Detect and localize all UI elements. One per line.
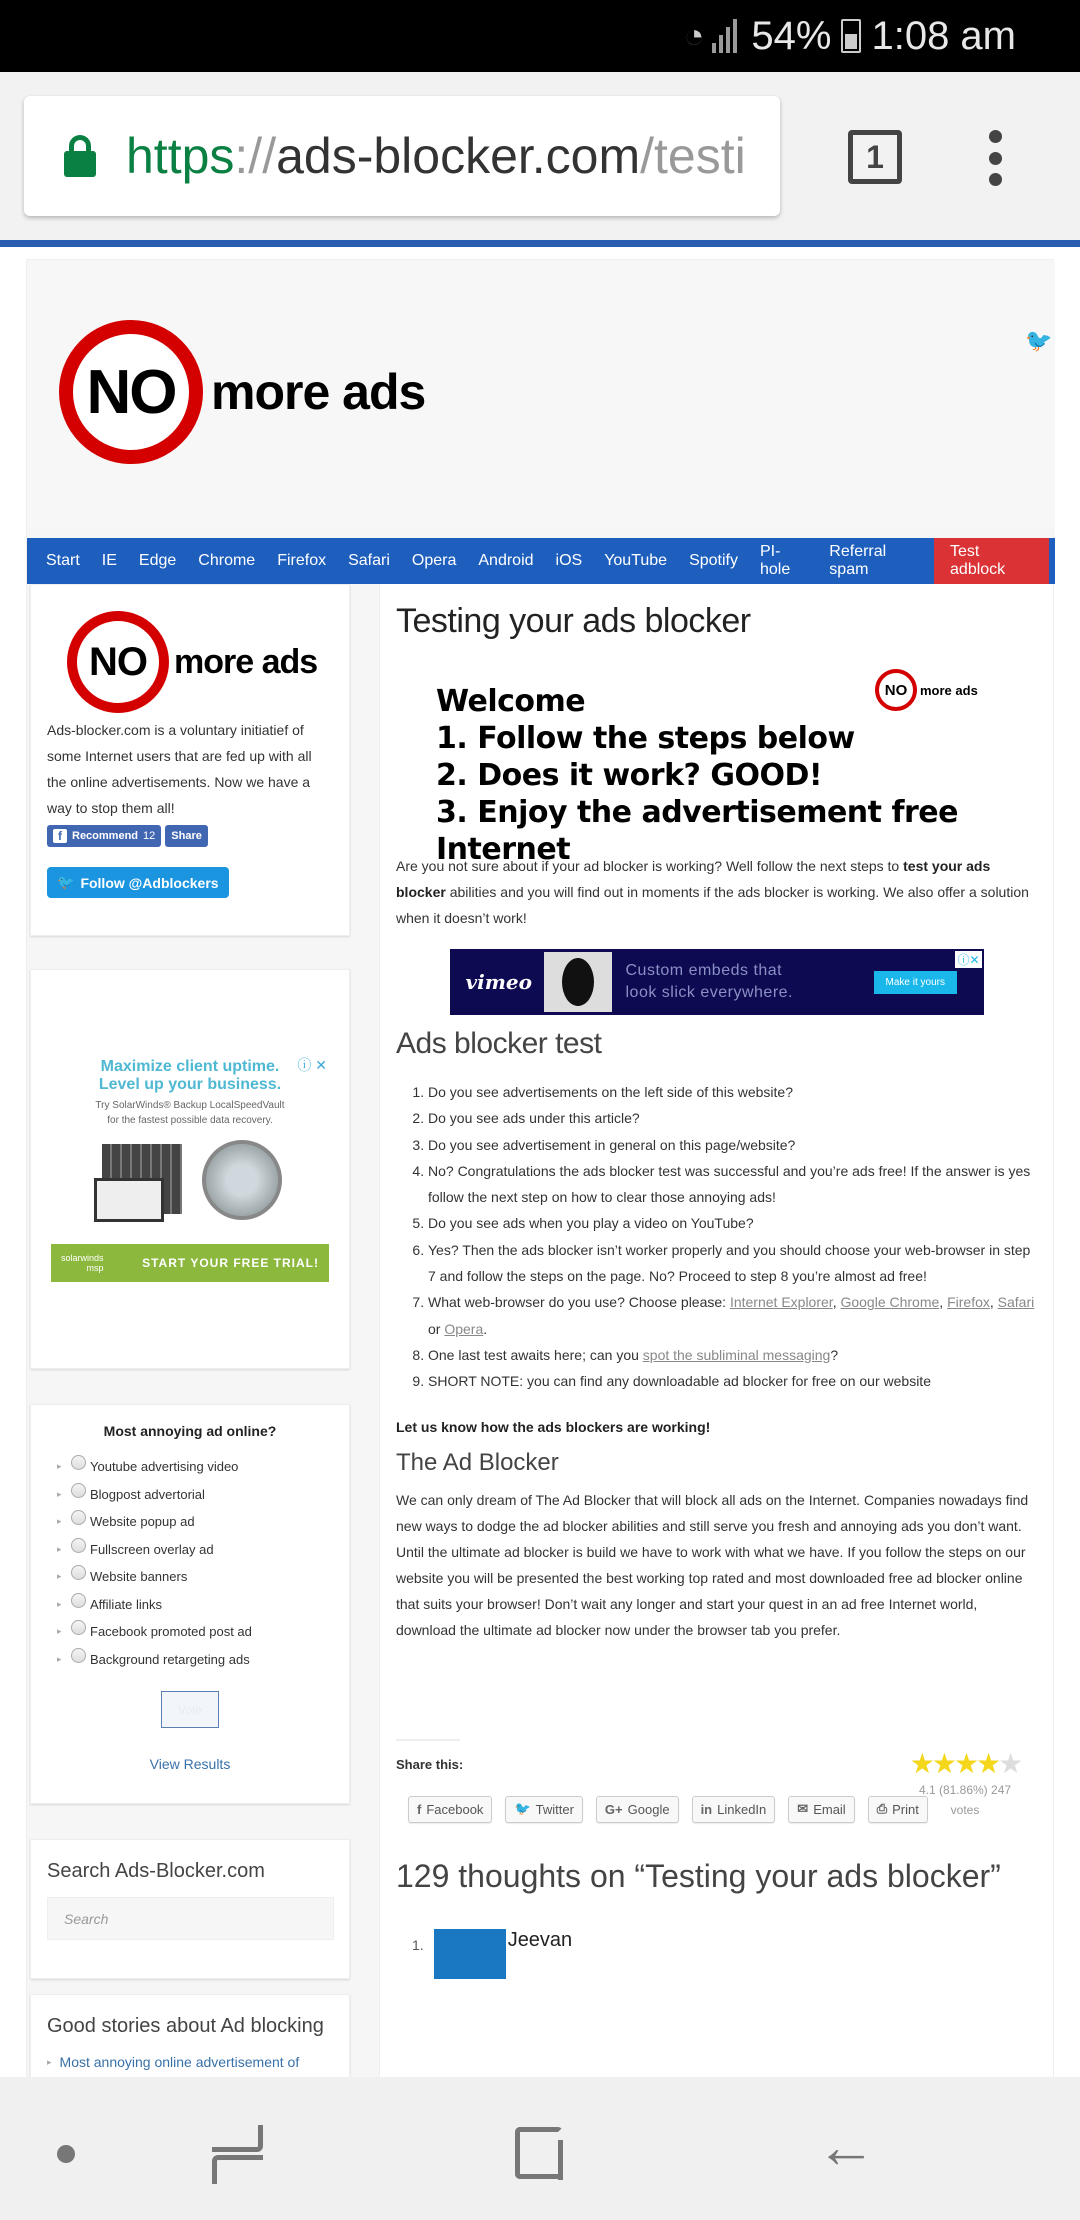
logo-text: more ads bbox=[174, 642, 318, 681]
ad-brand: solarwinds msp bbox=[61, 1253, 104, 1273]
sidebar-ad[interactable] bbox=[30, 969, 350, 1369]
nav-android[interactable]: Android bbox=[478, 552, 534, 569]
share-label: Share this: bbox=[396, 1756, 464, 1772]
link-opera[interactable]: Opera bbox=[444, 1320, 484, 1337]
back-button[interactable]: ← bbox=[816, 2113, 876, 2180]
facebook-share-button[interactable]: Share bbox=[165, 825, 208, 847]
welcome-text: Welcome 1. Follow the steps below 2. Does it work? GOOD! 3. Enjoy the advertisement free Internet bbox=[436, 684, 958, 867]
poll-option[interactable]: ▸ Fullscreen overlay ad bbox=[51, 1536, 329, 1564]
rating-summary: 4.1 (81.86%) 247 votes bbox=[918, 1783, 1012, 1817]
battery-percent: 54% bbox=[751, 13, 832, 58]
signal-icon bbox=[712, 19, 737, 53]
poll-option[interactable]: ▸ Website banners bbox=[51, 1563, 329, 1591]
wifi-icon: ◔ bbox=[683, 16, 705, 55]
welcome-image bbox=[396, 657, 1037, 867]
story-link[interactable]: ▸ Most annoying online advertisement of bbox=[47, 2054, 300, 2070]
step-item: 7. What web-browser do you use? Choose please: Internet Explorer, Google Chrome, Firefox, Safari or Opera. bbox=[428, 1289, 1037, 1342]
test-heading: Ads blocker test bbox=[396, 1027, 602, 1060]
site-logo[interactable] bbox=[59, 320, 425, 464]
twitter-bird-icon: 🐦 bbox=[57, 874, 75, 890]
vote-button[interactable]: Vote bbox=[161, 1691, 219, 1728]
share-facebook-button[interactable]: f Facebook bbox=[408, 1796, 492, 1823]
make-it-yours-button[interactable]: Make it yours bbox=[874, 971, 957, 994]
search-widget bbox=[30, 1839, 350, 1979]
poll-option[interactable]: ▸ Affiliate links bbox=[51, 1591, 329, 1619]
stories-list bbox=[47, 2054, 333, 2070]
ad-blocker-paragraph: We can only dream of The Ad Blocker that will block all ads on the Internet. Companies nowadays find new ways to dodge the ad blocker abilities and still serve you fresh and annoying ads you don’t want. Until the ultimate ad blocker is build we have to work with what we have. If you follow the steps on our website you will be presented the best working top rated and most downloaded free ad blocker online that suits your browser! Don’t wait any longer and start your quest in an ad free Internet world, download the ultimate ad blocker now under the browser tab you prefer. bbox=[396, 1491, 1029, 1638]
site-header bbox=[27, 260, 1055, 530]
nav-firefox[interactable]: Firefox bbox=[277, 552, 327, 569]
vimeo-ad[interactable] bbox=[450, 949, 984, 1015]
step-item: 9. SHORT NOTE: you can find any downloadable ad blocker for free on our website bbox=[428, 1368, 1037, 1394]
facebook-icon: f bbox=[417, 1801, 422, 1817]
step-item: 5. Do you see ads when you play a video on YouTube? bbox=[428, 1210, 1037, 1236]
comment-item bbox=[412, 1929, 1037, 1979]
page-title: Testing your ads blocker bbox=[396, 602, 751, 640]
poll-option[interactable]: ▸ Youtube advertising video bbox=[51, 1453, 329, 1481]
battery-icon bbox=[841, 19, 861, 53]
facebook-buttons bbox=[47, 825, 333, 847]
radio-button[interactable] bbox=[71, 1483, 86, 1498]
sidebar-logo bbox=[67, 611, 333, 713]
web-page bbox=[0, 247, 1080, 2077]
ad-text: Custom embeds that look slick everywhere. bbox=[625, 962, 793, 1001]
ad-sub-2: for the fastest possible data recovery. bbox=[107, 1115, 273, 1126]
logo-no-circle: NO bbox=[59, 320, 203, 464]
nav-referral-spam[interactable]: Referral spam bbox=[829, 543, 887, 578]
poll-option[interactable]: ▸ Website popup ad bbox=[51, 1508, 329, 1536]
print-icon: ⎙ bbox=[876, 1801, 888, 1817]
intro-paragraph: Are you not sure about if your ad blocker is working? Well follow the next steps to test your ads blocker abilities and you will find out in moments if the ads blocker is working. We also offer a solution when it doesn’t work! bbox=[396, 858, 1029, 926]
ad-cta-label: START YOUR FREE TRIAL! bbox=[142, 1256, 319, 1270]
google-plus-icon: G+ bbox=[604, 1801, 623, 1817]
stories-widget bbox=[30, 1994, 350, 2077]
ad-blocker-heading: The Ad Blocker bbox=[396, 1448, 559, 1476]
comments-title: 129 thoughts on “Testing your ads blocker” bbox=[396, 1857, 1001, 1894]
nav-dot-icon[interactable] bbox=[57, 2145, 75, 2163]
arrow-icon: ▸ bbox=[57, 1488, 62, 1499]
overflow-menu-button[interactable] bbox=[980, 130, 1010, 186]
nav-spotify[interactable]: Spotify bbox=[689, 552, 738, 569]
link-google-chrome[interactable]: Google Chrome bbox=[840, 1294, 940, 1311]
poll-option[interactable]: ▸ Background retargeting ads bbox=[51, 1646, 329, 1674]
ad-image bbox=[90, 1138, 290, 1228]
share-print-button[interactable]: ⎙ Print bbox=[868, 1796, 928, 1823]
radio-button[interactable] bbox=[71, 1455, 86, 1470]
radio-button[interactable] bbox=[71, 1538, 86, 1553]
recents-button[interactable] bbox=[212, 2125, 260, 2183]
about-widget bbox=[30, 584, 350, 936]
link-safari[interactable]: Safari bbox=[997, 1294, 1035, 1311]
arrow-icon: ▸ bbox=[57, 1571, 62, 1582]
ad-headline-2: Level up your business. bbox=[98, 1076, 282, 1093]
recommend-label: Recommend bbox=[72, 830, 139, 842]
nav-chrome[interactable]: Chrome bbox=[198, 552, 256, 569]
link-subliminal[interactable]: spot the subliminal messaging bbox=[642, 1346, 831, 1363]
twitter-follow-button[interactable] bbox=[47, 867, 229, 898]
radio-button[interactable] bbox=[71, 1593, 86, 1608]
follow-label: Follow @Adblockers bbox=[80, 874, 219, 891]
ad-headline-1: Maximize client uptime. bbox=[100, 1058, 280, 1075]
url-separator: :// bbox=[234, 128, 277, 184]
recommend-count: 12 bbox=[143, 830, 156, 842]
article bbox=[379, 584, 1053, 2077]
step-item: 4. No? Congratulations the ads blocker test was successful and you’re ads free! If the answer is yes follow the next step on how to clear those annoying ads! bbox=[428, 1158, 1037, 1211]
poll-widget bbox=[30, 1404, 350, 1804]
step-item: 8. One last test awaits here; can you spot the subliminal messaging? bbox=[428, 1342, 1037, 1368]
arrow-icon: ▸ bbox=[47, 2056, 52, 2067]
comment-author[interactable]: Jeevan bbox=[507, 1928, 573, 1951]
step-item: 1. Do you see advertisements on the left side of this website? bbox=[428, 1079, 1037, 1105]
email-icon: ✉ bbox=[797, 1801, 809, 1817]
share-twitter-button[interactable]: 🐦 Twitter bbox=[505, 1796, 582, 1823]
nav-safari[interactable]: Safari bbox=[348, 552, 390, 569]
radio-button[interactable] bbox=[71, 1620, 86, 1635]
home-button[interactable] bbox=[515, 2127, 563, 2179]
share-linkedin-button[interactable]: in LinkedIn bbox=[692, 1796, 776, 1823]
main-nav bbox=[27, 538, 1055, 584]
poll-option[interactable]: ▸ Facebook promoted post ad bbox=[51, 1618, 329, 1646]
stars-icon[interactable]: ★★★★★ bbox=[909, 1748, 1021, 1779]
nav-test-adblock[interactable]: Test adblock bbox=[934, 538, 1049, 584]
link-internet-explorer[interactable]: Internet Explorer bbox=[729, 1294, 833, 1311]
link-firefox[interactable]: Firefox bbox=[947, 1294, 990, 1311]
browser-toolbar bbox=[0, 72, 1080, 240]
linkedin-icon: in bbox=[700, 1801, 713, 1817]
divider bbox=[396, 1739, 460, 1741]
view-results-link[interactable]: View Results bbox=[149, 1756, 231, 1772]
vimeo-logo: vimeo bbox=[465, 970, 532, 994]
ad-cta-button[interactable] bbox=[51, 1244, 329, 1282]
poll-title: Most annoying ad online? bbox=[103, 1423, 277, 1439]
tab-switcher-button[interactable]: 1 bbox=[848, 130, 902, 184]
radio-button[interactable] bbox=[71, 1565, 86, 1580]
ad-close-icon[interactable]: ⓘ✕ bbox=[957, 953, 980, 967]
let-us-know: Let us know how the ads blockers are working! bbox=[396, 1418, 711, 1435]
nav-ie[interactable]: IE bbox=[101, 552, 117, 569]
twitter-icon: 🐦 bbox=[514, 1801, 531, 1817]
search-widget-title: Search Ads-Blocker.com bbox=[47, 1860, 265, 1882]
about-text: Ads-blocker.com is a voluntary initiatief of some Internet users that are fed up with all the online advertisements. Now we have a way to stop them all! bbox=[47, 722, 312, 816]
arrow-icon: ▸ bbox=[57, 1461, 62, 1472]
arrow-icon: ▸ bbox=[57, 1653, 62, 1664]
twitter-icon[interactable]: 🐦 bbox=[1025, 328, 1053, 353]
step-item: 2. Do you see ads under this article? bbox=[428, 1105, 1037, 1131]
welcome-logo: NO more ads bbox=[875, 669, 978, 711]
step-item: 3. Do you see advertisement in general on this page/website? bbox=[428, 1132, 1037, 1158]
ad-image bbox=[544, 952, 612, 1012]
nav-ios[interactable]: iOS bbox=[555, 552, 583, 569]
solarwinds-ad[interactable] bbox=[51, 1058, 329, 1282]
nav-pihole[interactable]: PI-hole bbox=[760, 543, 791, 578]
radio-button[interactable] bbox=[71, 1510, 86, 1525]
clock: 1:08 am bbox=[871, 13, 1016, 58]
steps-list bbox=[396, 1079, 1037, 1395]
star-rating[interactable] bbox=[895, 1747, 1035, 1820]
step-item: 6. Yes? Then the ads blocker isn’t worker properly and you should choose your web-browser in step 7 and follow the steps on the page. No? Proceed to step 8 you’re almost ad free! bbox=[428, 1237, 1037, 1290]
radio-button[interactable] bbox=[71, 1648, 86, 1663]
url-scheme: https bbox=[126, 128, 235, 184]
ad-sub-1: Try SolarWinds® Backup LocalSpeedVault bbox=[95, 1100, 285, 1111]
arrow-icon: ▸ bbox=[57, 1626, 62, 1637]
comment-number: 1. bbox=[412, 1936, 424, 1953]
arrow-icon: ▸ bbox=[57, 1543, 62, 1554]
stories-widget-title: Good stories about Ad blocking bbox=[47, 2015, 324, 2037]
arrow-icon: ▸ bbox=[57, 1598, 62, 1609]
facebook-icon: f bbox=[53, 829, 67, 843]
arrow-icon: ▸ bbox=[57, 1516, 62, 1527]
nav-youtube[interactable]: YouTube bbox=[604, 552, 668, 569]
search-input[interactable]: Search bbox=[47, 1897, 334, 1940]
logo-text: more ads bbox=[211, 364, 426, 420]
url-path: /testi bbox=[640, 128, 746, 184]
share-google-button[interactable]: G+ Google bbox=[596, 1796, 679, 1823]
nav-edge[interactable]: Edge bbox=[138, 552, 177, 569]
url-host: ads-blocker.com bbox=[276, 128, 641, 184]
logo-no-circle: NO bbox=[67, 611, 169, 713]
avatar bbox=[434, 1929, 506, 1979]
page-load-bar bbox=[0, 240, 1080, 247]
facebook-recommend-button[interactable] bbox=[47, 825, 161, 847]
nav-opera[interactable]: Opera bbox=[411, 552, 457, 569]
poll-options bbox=[51, 1453, 329, 1673]
site-container bbox=[26, 259, 1054, 2077]
ad-close-icon[interactable]: ⓘ ✕ bbox=[297, 1057, 327, 1073]
share-email-button[interactable]: ✉ Email bbox=[788, 1796, 854, 1823]
url-bar[interactable] bbox=[24, 96, 780, 216]
status-bar bbox=[0, 0, 1080, 72]
system-nav-bar bbox=[0, 2077, 1080, 2220]
lock-icon bbox=[64, 135, 96, 177]
nav-start[interactable]: Start bbox=[46, 552, 80, 569]
poll-option[interactable]: ▸ Blogpost advertorial bbox=[51, 1481, 329, 1509]
